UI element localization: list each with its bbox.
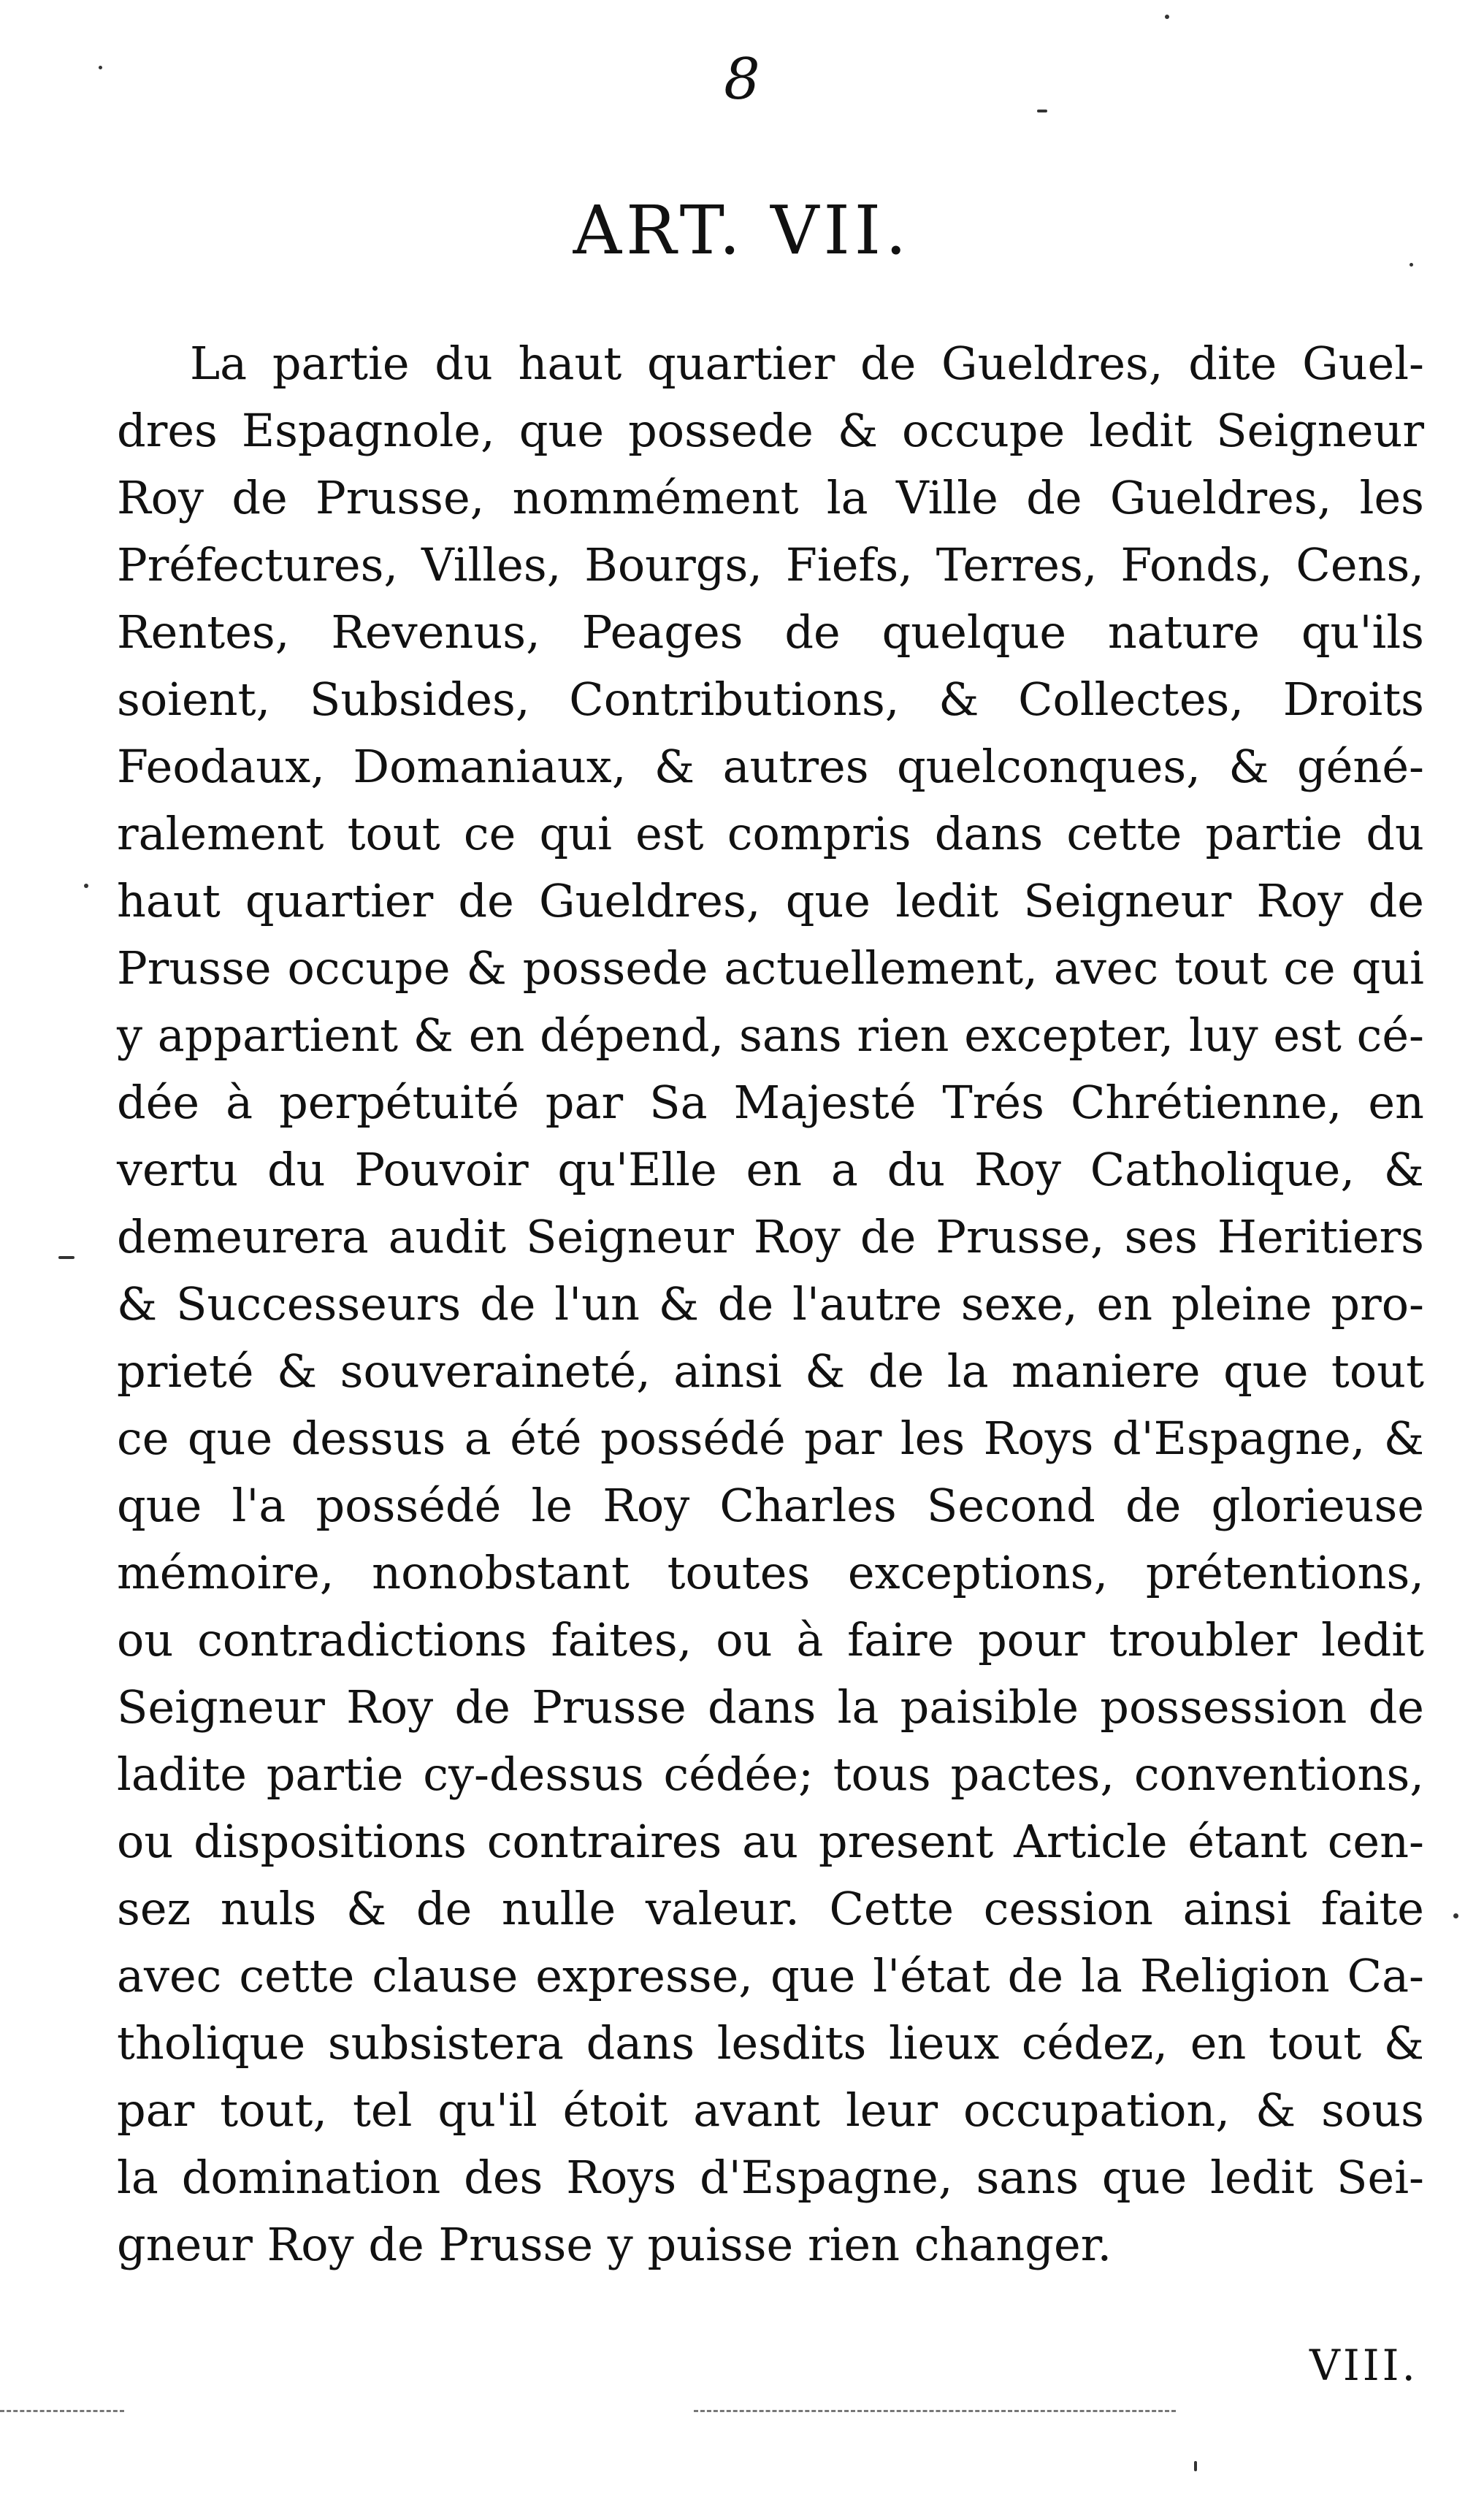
text-line: ou contradictions faites, ou à faire pour troubler ledit bbox=[117, 1613, 1424, 1666]
text-line: ladite partie cy-dessus cédée; tous pactes, conventions, bbox=[117, 1748, 1424, 1801]
text-line: dée à perpétuité par Sa Majesté Trés Chrétienne, en bbox=[117, 1076, 1424, 1129]
ink-speck bbox=[99, 66, 102, 69]
text-line: mémoire, nonobstant toutes exceptions, prétentions, bbox=[117, 1546, 1424, 1599]
text-line: dres Espagnole, que possede & occupe ledit Seigneur bbox=[117, 404, 1424, 457]
text-line: Préfectures, Villes, Bourgs, Fiefs, Terres, Fonds, Cens, bbox=[117, 538, 1424, 592]
ink-speck bbox=[1037, 110, 1047, 112]
text-line: haut quartier de Gueldres, que ledit Seigneur Roy de bbox=[117, 874, 1424, 927]
text-line: La partie du haut quartier de Gueldres, dite Guel- bbox=[190, 337, 1424, 390]
text-line: vertu du Pouvoir qu'Elle en a du Roy Catholique, & bbox=[117, 1143, 1424, 1196]
ink-speck bbox=[1165, 15, 1169, 19]
text-line: par tout, tel qu'il étoit avant leur occupation, & sous bbox=[117, 2083, 1424, 2137]
page-number: 8 bbox=[724, 47, 760, 112]
ink-speck bbox=[1453, 1913, 1458, 1918]
text-line: Rentes, Revenus, Peages de quelque nature qu'ils bbox=[117, 605, 1424, 659]
text-line: sez nuls & de nulle valeur. Cette cession ainsi faite bbox=[117, 1882, 1424, 1935]
catchword: VIII. bbox=[1309, 2341, 1418, 2390]
scan-rule-right bbox=[694, 2410, 1176, 2412]
ink-speck bbox=[1194, 2461, 1197, 2471]
text-line: gneur Roy de Prusse y puisse rien changer. bbox=[117, 2218, 1112, 2271]
text-line: & Successeurs de l'un & de l'autre sexe, en pleine pro- bbox=[117, 1277, 1424, 1331]
text-line: la domination des Roys d'Espagne, sans que ledit Sei- bbox=[117, 2151, 1424, 2204]
text-line: avec cette clause expresse, que l'état de la Religion Ca- bbox=[117, 1949, 1424, 2002]
article-heading: ART. VII. bbox=[573, 191, 911, 269]
text-line: Seigneur Roy de Prusse dans la paisible possession de bbox=[117, 1680, 1424, 1734]
ink-speck bbox=[58, 1256, 74, 1259]
text-line: tholique subsistera dans lesdits lieux cédez, en tout & bbox=[117, 2016, 1424, 2070]
text-line: Feodaux, Domaniaux, & autres quelconques, & géné- bbox=[117, 740, 1424, 793]
text-line: prieté & souveraineté, ainsi & de la maniere que tout bbox=[117, 1344, 1424, 1398]
text-line: ralement tout ce qui est compris dans cette partie du bbox=[117, 807, 1424, 860]
text-line: ou dispositions contraires au present Article étant cen- bbox=[117, 1815, 1424, 1868]
text-line: Prusse occupe & possede actuellement, avec tout ce qui bbox=[117, 941, 1424, 995]
text-line: ce que dessus a été possédé par les Roys d'Espagne, & bbox=[117, 1412, 1424, 1465]
text-line: que l'a possédé le Roy Charles Second de glorieuse bbox=[117, 1479, 1424, 1532]
ink-speck bbox=[84, 884, 88, 888]
article-body bbox=[117, 330, 1424, 2278]
text-line: Roy de Prusse, nommément la Ville de Gueldres, les bbox=[117, 471, 1424, 524]
text-line: demeurera audit Seigneur Roy de Prusse, ses Heritiers bbox=[117, 1210, 1424, 1263]
text-line: soient, Subsides, Contributions, & Collectes, Droits bbox=[117, 673, 1424, 726]
scan-rule-left bbox=[0, 2410, 124, 2412]
ink-speck bbox=[1410, 263, 1413, 267]
text-line: y appartient & en dépend, sans rien excepter, luy est cé- bbox=[117, 1009, 1424, 1062]
